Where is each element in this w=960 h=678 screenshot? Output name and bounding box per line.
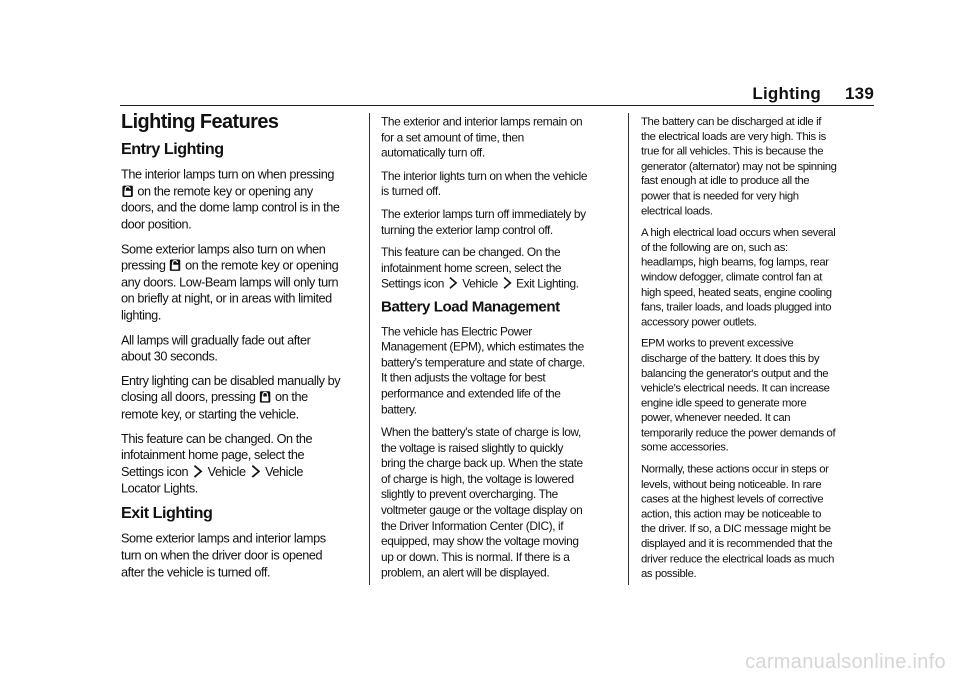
chevron-right-icon	[251, 464, 260, 477]
lock-key-icon	[260, 391, 271, 403]
chevron-right-icon	[449, 277, 458, 289]
page-number: 139	[845, 84, 874, 103]
column-2	[381, 114, 587, 588]
unlock-key-icon	[122, 185, 133, 197]
running-header	[752, 84, 874, 104]
paragraph: This feature can be changed. On the infotainment home page, select the Settings icon Vehicle Vehicle Locator Lights.	[121, 431, 313, 496]
chevron-right-icon	[193, 464, 202, 477]
paragraph: EPM works to prevent excessive discharge of the battery. It does this by balancing the generator's output and the vehicle's electrical needs. It can increase engine idle speed to generate more power, whenever needed. It can temporarily reduce the power demands of some accessories.	[641, 336, 836, 454]
paragraph: Entry lighting can be disabled manually by closing all doors, pressing on the remote key, or starting the vehicle.	[121, 373, 341, 422]
paragraph: A high electrical load occurs when several of the following are on, such as: headlamps, high beams, fog lamps, rear window defogger, climate control fan at high speed, heated seats, engine cooling fans, trailer loads, and loads plugged into accessory power outlets.	[641, 225, 836, 328]
header-rule	[120, 105, 874, 106]
chevron-right-icon	[503, 277, 512, 289]
section-heading: Exit Lighting	[121, 503, 213, 522]
paragraph: The interior lamps turn on when pressing on the remote key or opening any doors, and the dome lamp control is in the door position.	[121, 167, 340, 232]
paragraph: The interior lights turn on when the vehicle is turned off.	[381, 168, 588, 198]
page-title: Lighting Features	[121, 111, 279, 133]
paragraph: When the battery's state of charge is low, the voltage is raised slightly to quickly bring the charge back up. When the state of charge is high, the voltage is lowered slightly to prevent overcharging. The voltmeter gauge or the voltage display on the Driver Information Center (DIC), if equipped, may show the voltage moving up or down. This is normal. If there is a problem, an alert will be displayed.	[381, 425, 583, 580]
section-heading: Battery Load Management	[381, 297, 560, 315]
paragraph: Some exterior lamps also turn on when pressing on the remote key or opening any doors. Low-Beam lamps will only turn on briefly at night, or in areas with limited lighting.	[121, 241, 339, 323]
watermark: carmanualsonline.info	[745, 651, 946, 673]
paragraph: The exterior lamps turn off immediately by turning the exterior lamp control off.	[381, 207, 586, 237]
paragraph: The exterior and interior lamps remain on for a set amount of time, then automatically turn off.	[381, 114, 583, 160]
section-heading: Entry Lighting	[121, 139, 224, 158]
paragraph: The battery can be discharged at idle if the electrical loads are very high. This is true for all vehicles. This is because the generator (alternator) may not be spinning fast enough at idle to produce all the power that is needed for very high electrical loads.	[641, 114, 837, 217]
paragraph: Normally, these actions occur in steps or levels, without being noticeable. In rare cases at the highest levels of corrective action, this action may be noticeable to the driver. If so, a DIC message might be displayed and it is recommended that the driver reduce the electrical loads as much as possible.	[641, 462, 835, 580]
column-3	[641, 114, 837, 588]
column-divider	[628, 113, 629, 585]
paragraph: This feature can be changed. On the infotainment home screen, select the Settings icon Vehicle Exit Lighting.	[381, 245, 579, 291]
section-name: Lighting	[752, 84, 822, 103]
column-1	[121, 111, 341, 588]
paragraph: The vehicle has Electric Power Management (EPM), which estimates the battery's temperature and state of charge. It then adjusts the voltage for best performance and extended life of the battery.	[381, 324, 585, 416]
paragraph: Some exterior lamps and interior lamps turn on when the driver door is opened after the vehicle is turned off.	[121, 531, 326, 580]
paragraph: All lamps will gradually fade out after about 30 seconds.	[121, 332, 311, 364]
unlock-key-icon	[170, 259, 181, 271]
column-divider	[369, 113, 370, 585]
